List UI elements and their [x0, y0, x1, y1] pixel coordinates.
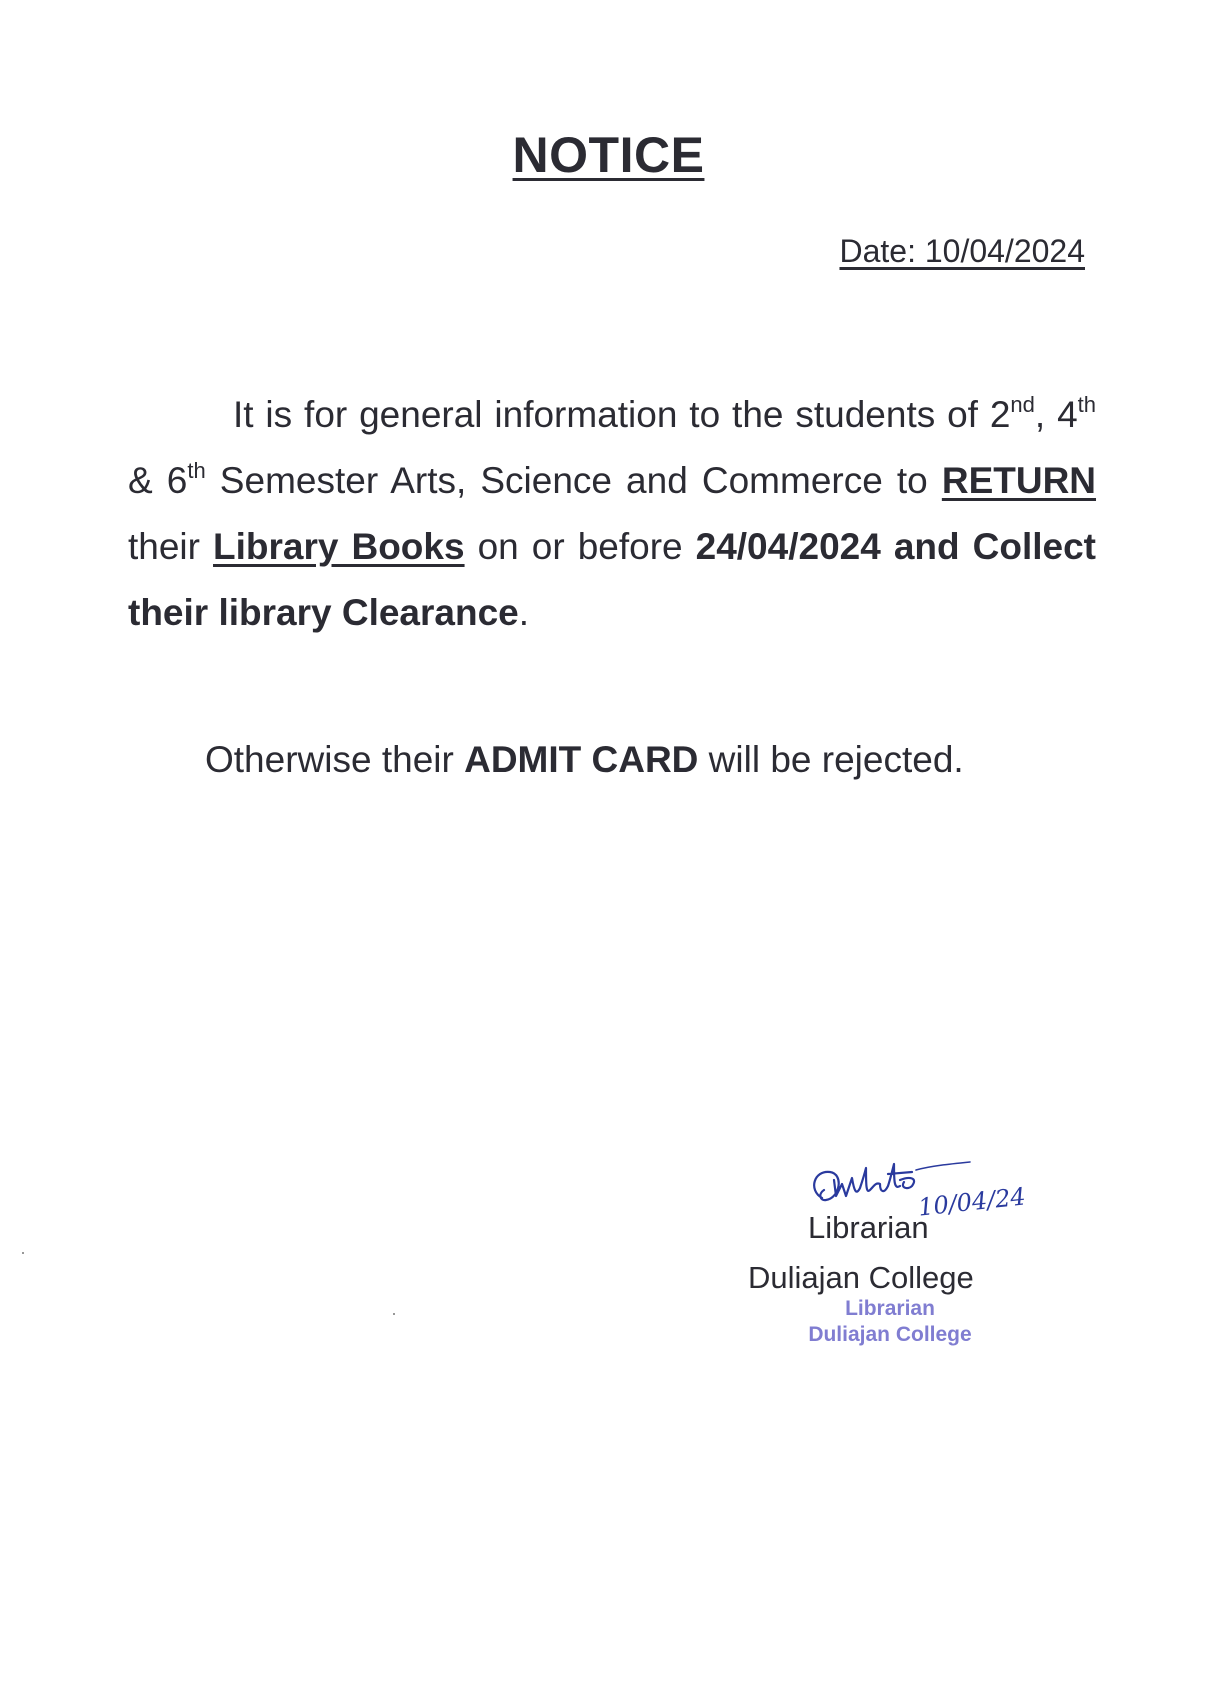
- library-books-keyword: Library Books: [213, 526, 465, 567]
- notice-date-text: Date: 10/04/2024: [839, 233, 1085, 269]
- notice-date: [839, 233, 1085, 270]
- notice-title: [0, 126, 1217, 184]
- para1-period: .: [518, 592, 530, 633]
- signature-date: 10/04/24: [916, 1182, 1027, 1222]
- para1-sep1: , 4: [1034, 394, 1078, 435]
- signatory-institution: Duliajan College: [748, 1260, 974, 1295]
- para1-their: their: [128, 526, 214, 567]
- notice-title-text: NOTICE: [512, 127, 705, 183]
- para1-sup-th1: th: [1077, 392, 1096, 417]
- stamp-line-1: Librarian: [845, 1297, 935, 1320]
- scan-speck: [393, 1313, 395, 1315]
- para1-sep2: & 6: [128, 460, 188, 501]
- scan-speck: [22, 1252, 24, 1254]
- return-keyword: RETURN: [941, 460, 1097, 501]
- signatory-designation: Librarian: [808, 1210, 929, 1245]
- para1-mid: Semester Arts, Science and Commerce to: [205, 460, 942, 501]
- stamp-line-2: Duliajan College: [808, 1323, 972, 1346]
- notice-body-paragraph: [128, 382, 1096, 646]
- official-stamp: [780, 1296, 1000, 1348]
- para2-tail: will be rejected.: [698, 739, 964, 780]
- notice-warning-paragraph: [205, 734, 964, 786]
- admit-card-keyword: ADMIT CARD: [464, 739, 699, 780]
- para2-lead: Otherwise their: [205, 739, 465, 780]
- deadline-phrase: 24/04/2024 and Collect their library Clearance: [128, 526, 1096, 633]
- para1-sup-th2: th: [187, 458, 206, 483]
- para1-lead: It is for general information to the students of 2: [233, 394, 1011, 435]
- para1-sup-nd: nd: [1010, 392, 1035, 417]
- para1-on-or-before: on or before: [464, 526, 696, 567]
